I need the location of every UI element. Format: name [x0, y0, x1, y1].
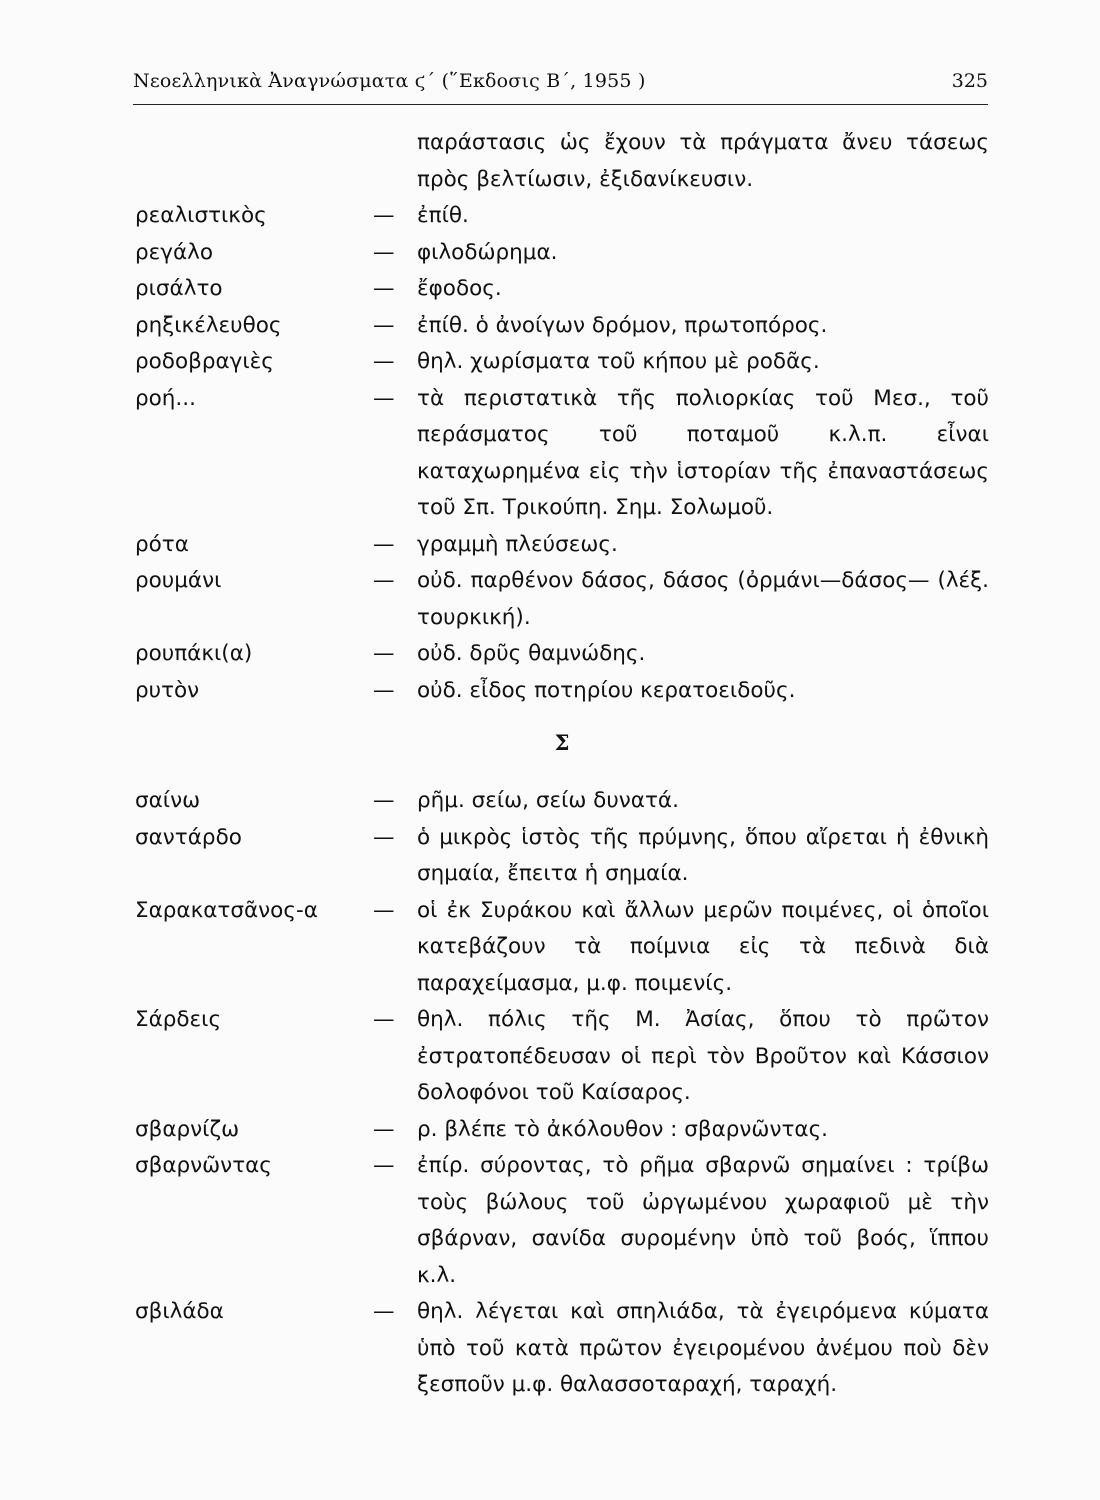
glossary-continuation — [135, 125, 990, 198]
entry-definition: ἔφοδος. — [417, 276, 502, 301]
entry-headword: σβαρνίζω — [135, 1116, 240, 1142]
entry-dash: — — [373, 385, 395, 411]
entry-headword: ρουπάκι(α) — [135, 641, 253, 666]
glossary-entry — [135, 820, 990, 893]
entry-headword: σαίνω — [135, 788, 201, 813]
glossary-entry — [135, 563, 990, 636]
entry-dash: — — [373, 203, 395, 228]
entry-definition: θηλ. χωρίσματα τοῦ κήπου μὲ ροδᾶς. — [417, 349, 820, 374]
entry-headword: σαντάρδο — [135, 824, 242, 850]
entry-headword: Σαρακατσᾶνος-α — [135, 897, 318, 923]
entry-dash: — — [373, 1007, 395, 1032]
glossary-entry — [135, 673, 990, 710]
entry-definition: παράστασις ὡς ἔχουν τὰ πράγματα ἄνευ τάσεως πρὸς βελτίωσιν, ἐξιδανίκευσιν. — [417, 130, 989, 192]
entry-dash: — — [373, 1116, 395, 1142]
entry-dash: — — [373, 1153, 395, 1178]
entry-dash: — — [373, 276, 395, 301]
entry-definition: φιλοδώρημα. — [417, 239, 558, 265]
glossary-entry — [135, 893, 990, 1003]
entry-definition: ἐπίθ. ὁ ἀνοίγων δρόμον, πρωτοπόρος. — [417, 312, 828, 338]
entry-definition: οὐδ. εἶδος ποτηρίου κερατοειδοῦς. — [417, 677, 796, 703]
entry-definition: ἐπίθ. — [417, 203, 469, 228]
entry-dash: — — [373, 312, 395, 338]
glossary-entry — [135, 1112, 990, 1149]
entry-definition: ρῆμ. σείω, σείω δυνατά. — [417, 788, 679, 813]
section-letter-heading: Σ — [554, 730, 570, 755]
entry-definition: οὐδ. παρθένον δάσος, δάσος (ὀρμάνι—δάσος— (λέξ. τουρκική). — [417, 568, 989, 630]
glossary-entry — [135, 527, 990, 564]
page-number: 325 — [951, 70, 988, 92]
entry-definition: γραμμὴ πλεύσεως. — [417, 531, 618, 557]
glossary-entry — [135, 636, 990, 673]
entry-headword: ρότα — [135, 531, 189, 557]
entry-dash: — — [373, 1299, 395, 1324]
entry-definition: θηλ. λέγεται καὶ σπηλιάδα, τὰ ἐγειρόμενα κύματα ὑπὸ τοῦ κατὰ πρῶτον ἐγειρομένου ἀνέμου ποὺ δὲν ξεσποῦν μ.φ. θαλασσοταραχή, ταραχή. — [417, 1299, 989, 1397]
entry-definition: οἱ ἐκ Συράκου καὶ ἄλλων μερῶν ποιμένες, οἱ ὁποῖοι κατεβάζουν τὰ ποίμνια εἰς τὰ πεδινὰ διὰ παραχείμασμα, μ.φ. ποιμενίς. — [417, 897, 989, 996]
entry-dash: — — [373, 641, 395, 666]
glossary-entry — [135, 1148, 990, 1294]
entry-headword: ροή... — [135, 385, 196, 411]
entry-definition: ἐπίρ. σύροντας, τὸ ρῆμα σβαρνῶ σημαίνει : τρίβω τοὺς βώλους τοῦ ὠργωμένου χωραφιοῦ μὲ τὴν σβάρναν, σανίδα συρομένην ὑπὸ τοῦ βοός, ἵππου κ.λ. — [417, 1153, 989, 1288]
running-header — [133, 70, 988, 105]
entry-definition: ρ. βλέπε τὸ ἀκόλουθον : σβαρνῶντας. — [417, 1116, 829, 1142]
glossary-entry — [135, 235, 990, 272]
glossary-entry — [135, 1002, 990, 1112]
entry-dash: — — [373, 239, 395, 265]
glossary — [0, 125, 1100, 1404]
entry-dash: — — [373, 531, 395, 557]
glossary-entry — [135, 1294, 990, 1404]
entry-headword: ρυτὸν — [135, 677, 200, 703]
entry-headword: ρεγάλο — [135, 239, 214, 265]
entry-headword: σβαρνῶντας — [135, 1153, 272, 1178]
glossary-entry — [135, 344, 990, 381]
entry-dash: — — [373, 788, 395, 813]
glossary-entry — [135, 271, 990, 308]
entry-dash: — — [373, 897, 395, 923]
entry-headword: σβιλάδα — [135, 1299, 224, 1324]
entry-headword: Σάρδεις — [135, 1007, 222, 1032]
glossary-entry — [135, 308, 990, 345]
entry-definition: ὁ μικρὸς ἱστὸς τῆς πρύμνης, ὅπου αἴρεται ἡ ἐθνικὴ σημαία, ἔπειτα ἡ σημαία. — [417, 824, 989, 886]
entry-definition: θηλ. πόλις τῆς Μ. Ἀσίας, ὅπου τὸ πρῶτον ἐστρατοπέδευσαν οἱ περὶ τὸν Βροῦτον καὶ Κάσσιον δολοφόνοι τοῦ Καίσαρος. — [417, 1007, 989, 1105]
glossary-list-s — [0, 783, 1100, 1404]
entry-definition: τὰ περιστατικὰ τῆς πολιορκίας τοῦ Μεσ., τοῦ περάσματος τοῦ ποταμοῦ κ.λ.π. εἶναι καταχωρημένα εἰς τὴν ἱστορίαν τῆς ἐπαναστάσεως τοῦ Σπ. Τρικούπη. Σημ. Σολωμοῦ. — [417, 385, 989, 520]
glossary-entry — [135, 198, 990, 235]
entry-headword: ρουμάνι — [135, 568, 222, 593]
book-title: Νεοελληνικὰ Ἀναγνώσματα ϛ´ (῞Εκδοσις Β΄, 1955 ) — [133, 70, 646, 92]
entry-headword: ρηξικέλευθος — [135, 312, 282, 338]
entry-headword: ροδοβραγιὲς — [135, 349, 274, 374]
glossary-list-r — [0, 198, 1100, 709]
glossary-entry — [135, 381, 990, 527]
entry-dash: — — [373, 824, 395, 850]
entry-dash: — — [373, 677, 395, 703]
entry-headword: ρεαλιστικὸς — [135, 203, 267, 228]
entry-headword: ρισάλτο — [135, 276, 223, 301]
entry-definition: οὐδ. δρῦς θαμνώδης. — [417, 641, 646, 666]
glossary-entry — [135, 783, 990, 820]
entry-dash: — — [373, 568, 395, 593]
entry-dash: — — [373, 349, 395, 374]
